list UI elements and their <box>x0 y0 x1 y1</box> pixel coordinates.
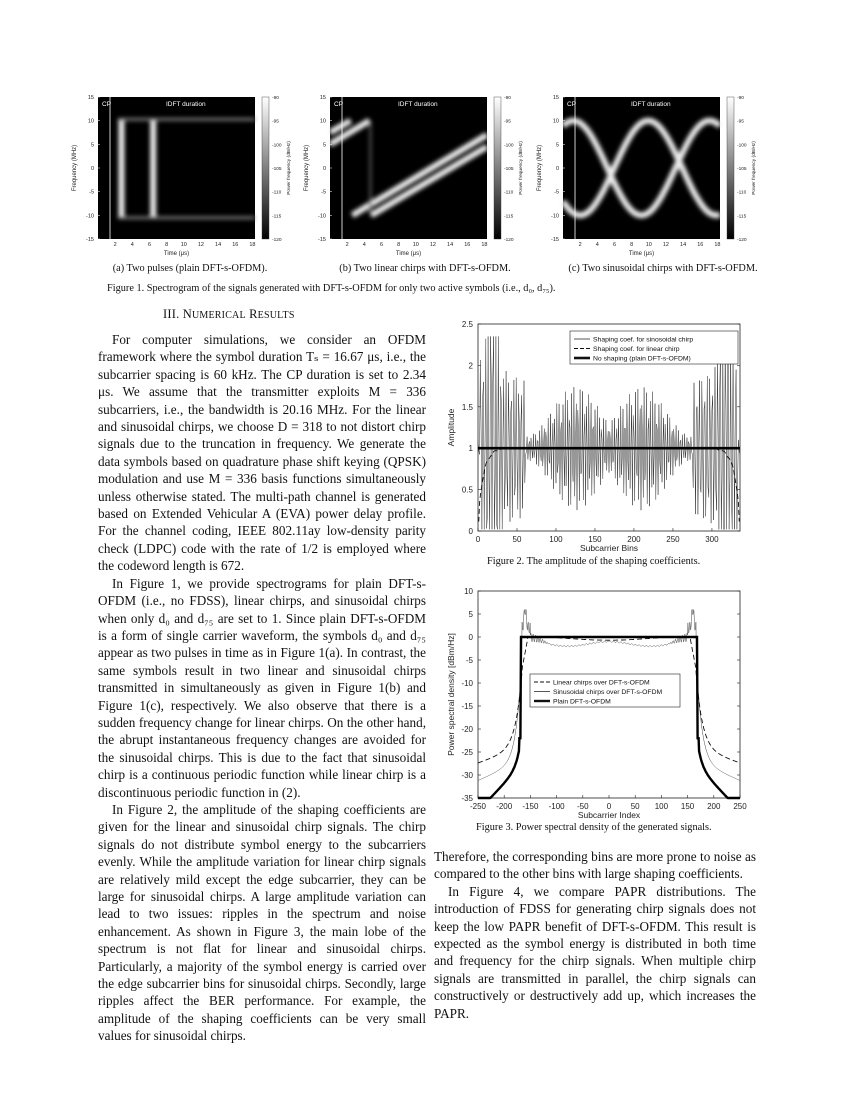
y-tick-label: -25 <box>461 748 473 757</box>
y-tick-label: 1 <box>468 444 473 454</box>
x-tick-label: 8 <box>165 242 169 248</box>
x-axis-label: Time (μs) <box>628 251 655 257</box>
y-tick-label: 10 <box>319 118 326 125</box>
y-tick-label: 5 <box>468 610 473 619</box>
x-tick-label: 10 <box>645 242 652 248</box>
x-tick-label: 6 <box>379 242 384 248</box>
y-tick-label: 0 <box>555 166 559 172</box>
y-axis-label: Frequency (MHz) <box>72 144 78 192</box>
colorbar-tick-label: -95 <box>504 119 511 125</box>
x-tick-label: 14 <box>680 242 687 248</box>
legend-entry: No shaping (plain DFT-s-OFDM) <box>593 355 691 363</box>
y-tick-label: -10 <box>86 213 94 220</box>
spectrogram-background <box>330 97 487 239</box>
colorbar-tick-label: -110 <box>504 190 514 196</box>
y-tick-label: -35 <box>461 794 473 803</box>
x-tick-label: 2 <box>345 242 349 248</box>
x-tick-label: 300 <box>705 535 719 544</box>
colorbar-tick-label: -105 <box>504 167 514 172</box>
spectrogram-panel-c <box>537 95 757 257</box>
subcaption-c: (c) Two sinusoidal chirps with DFT-s-OFDM. <box>568 263 758 274</box>
x-tick-label: 2 <box>113 242 117 248</box>
x-tick-label: 18 <box>249 242 256 248</box>
y-tick-label: 1.5 <box>461 402 473 412</box>
x-tick-label: 14 <box>447 242 454 248</box>
y-axis-label: Amplitude <box>446 408 456 447</box>
colorbar-tick-label: -95 <box>272 119 279 125</box>
right-column <box>434 848 756 1022</box>
x-tick-label: -150 <box>522 802 539 811</box>
figure-1 <box>0 0 850 300</box>
y-tick-label: 2 <box>468 361 473 371</box>
y-tick-label: 5 <box>322 142 326 149</box>
x-tick-label: 0 <box>475 535 481 544</box>
y-tick-label: 10 <box>87 118 94 125</box>
spectrogram-panel-b <box>304 95 524 257</box>
idft-duration-label: IDFT duration <box>398 101 438 108</box>
colorbar-label: Power frequency (dB/Hz) <box>287 141 292 195</box>
x-axis-label: Time (μs) <box>163 251 190 257</box>
x-tick-label: 10 <box>180 242 187 248</box>
y-tick-label: 0 <box>468 527 473 536</box>
x-tick-label: -50 <box>577 802 589 811</box>
cp-label: CP <box>102 101 112 108</box>
legend <box>570 331 738 364</box>
x-tick-label: -200 <box>496 802 513 811</box>
colorbar-tick-label: -120 <box>737 238 747 243</box>
figure-3 <box>440 582 760 837</box>
pulse-d75 <box>150 118 156 217</box>
x-tick-label: 100 <box>654 802 669 811</box>
legend-entry: Sinusoidal chirps over DFT-s-OFDM <box>553 689 663 696</box>
colorbar-tick-label: -90 <box>272 96 279 101</box>
x-tick-label: 4 <box>130 242 134 248</box>
figure-2 <box>440 315 760 570</box>
y-tick-label: 0 <box>468 633 473 642</box>
x-tick-label: 250 <box>733 802 747 811</box>
y-axis-label: Frequency (MHz) <box>537 144 543 192</box>
y-axis-label: Power spectral density [dBm/Hz] <box>446 633 456 756</box>
colorbar <box>494 97 501 239</box>
legend-entry: Shaping coef. for sinosoidal chirp <box>593 336 694 344</box>
y-tick-label: 0 <box>322 166 326 172</box>
y-tick-label: -10 <box>551 213 559 220</box>
x-tick-label: 0 <box>606 802 612 811</box>
colorbar-tick-label: -115 <box>272 214 282 220</box>
y-tick-label: -20 <box>461 725 473 734</box>
y-tick-label: 10 <box>464 587 473 596</box>
y-tick-label: -30 <box>461 771 473 780</box>
figure-2-amplitude-chart <box>440 315 760 560</box>
x-tick-label: 16 <box>697 242 704 248</box>
y-axis-label: Frequency (MHz) <box>304 144 310 192</box>
x-tick-label: 150 <box>680 802 695 811</box>
legend-entry: Shaping coef. for linear chirp <box>593 346 680 353</box>
colorbar-tick-label: -115 <box>737 214 747 220</box>
colorbar-tick-label: -105 <box>737 167 747 172</box>
y-tick-label: 15 <box>87 95 94 101</box>
idft-duration-label: IDFT duration <box>631 101 671 108</box>
figure-2-caption: Figure 2. The amplitude of the shaping coefficients. <box>487 556 701 567</box>
figure-3-caption: Figure 3. Power spectral density of the generated signals. <box>476 822 712 833</box>
colorbar <box>262 97 269 239</box>
colorbar-tick-label: -90 <box>504 96 511 101</box>
y-tick-label: -15 <box>461 702 473 711</box>
cp-label: CP <box>567 101 577 108</box>
y-tick-label: -15 <box>318 237 326 243</box>
x-tick-label: 16 <box>464 242 471 248</box>
x-tick-label: 8 <box>630 242 634 248</box>
figure-1-spectrograms <box>0 0 850 260</box>
figure-1-caption: Figure 1. Spectrogram of the signals generated with DFT-s-OFDM for only two active symbols (i.e., d₀, d₇₅). <box>107 283 556 294</box>
idft-duration-label: IDFT duration <box>166 101 206 108</box>
x-tick-label: 100 <box>549 535 563 544</box>
colorbar-tick-label: -90 <box>737 96 744 101</box>
y-tick-label: 0.5 <box>461 485 473 495</box>
colorbar-tick-label: -105 <box>272 167 282 172</box>
x-tick-label: -100 <box>548 802 565 811</box>
legend <box>530 674 680 707</box>
subcaption-b: (b) Two linear chirps with DFT-s-OFDM. <box>339 263 511 274</box>
x-tick-label: 16 <box>232 242 239 248</box>
paragraph-2: In Figure 1, we provide spectrograms for plain DFT-s-OFDM (i.e., no FDSS), linear chirps, and sinusoidal chirps when only d₀ and d₇₅ are set to 1. Since plain DFT-s-OFDM is a form of single carrier waveform, the symbols d₀ and d₇₅ appear as two pulses in time as in Figure 1(a). In contrast, the same symbols result in two linear and sinusoidal chirps transmitted in simultaneously as given in Figure 1(b) and Figure 1(c), respectively. We also observe that there is a sudden frequency change for linear chirps. On the other hand, the abrupt instantaneous frequency changes are avoided for the sinusoidal chirps. This is due to the fact that sinusoidal chirp is a continuous periodic function while linear chirp is a discontinuous periodic function in (2). <box>98 575 426 800</box>
left-column <box>98 331 426 1045</box>
x-tick-label: 150 <box>588 535 602 544</box>
x-tick-label: 4 <box>362 242 366 248</box>
y-tick-label: 10 <box>552 118 559 125</box>
y-tick-label: -5 <box>89 189 94 196</box>
x-tick-label: 50 <box>512 535 522 544</box>
section-title: III. NUMERICAL RESULTS <box>163 307 295 321</box>
x-axis-label: Subcarrier Index <box>577 810 641 820</box>
subcaption-a: (a) Two pulses (plain DFT-s-OFDM). <box>112 263 268 274</box>
x-tick-label: 250 <box>666 535 680 544</box>
y-tick-label: 2.5 <box>461 320 473 329</box>
x-tick-label: 12 <box>429 242 437 248</box>
y-tick-label: 15 <box>319 95 326 101</box>
x-tick-label: 12 <box>197 242 205 248</box>
colorbar-tick-label: -100 <box>272 143 282 149</box>
colorbar-tick-label: -110 <box>272 190 282 196</box>
x-tick-label: 2 <box>578 242 582 248</box>
x-tick-label: 6 <box>612 242 617 248</box>
colorbar-tick-label: -120 <box>504 238 514 243</box>
y-tick-label: -10 <box>318 213 326 220</box>
legend-entry: Plain DFT-s-OFDM <box>553 698 611 706</box>
colorbar-tick-label: -100 <box>737 143 747 149</box>
colorbar-tick-label: -120 <box>272 238 282 243</box>
y-tick-label: 5 <box>555 142 559 149</box>
y-tick-label: -5 <box>554 189 559 196</box>
colorbar-label: Power frequency (dB/Hz) <box>519 141 524 195</box>
legend-entry: Linear chirps over DFT-s-OFDM <box>553 679 650 687</box>
y-tick-label: -5 <box>465 656 473 665</box>
colorbar <box>727 97 734 239</box>
x-tick-label: 4 <box>595 242 599 248</box>
paragraph-1: For computer simulations, we consider an OFDM framework where the symbol duration Tₛ = 16.67 μs, i.e., the subcarrier spacing is 60 kHz. The CP duration is set to 2.34 μs. We assume that the transmitter exploits M = 336 subcarriers, i.e., the bandwidth is 20.16 MHz. For the linear and sinusoidal chirps, we choose D = 318 to not distort chirp signals due to the truncation in frequency. We generate the data symbols based on quadrature phase shift keying (QPSK) modulation and use M = 336 basis functions simultaneously unless otherwise stated. The multi-path channel is generated based on Extended Vehicular A (EVA) power delay profile. For the channel coding, IEEE 802.11ay low-density parity check (LDPC) code with the rate of 1/2 is employed where the codeword length is 672. <box>98 332 426 574</box>
x-axis-label: Time (μs) <box>395 251 422 257</box>
x-tick-label: 200 <box>627 535 641 544</box>
paragraph-3: In Figure 2, the amplitude of the shaping coefficients are given for the linear and sinusoidal chirp signals. The chirp signals do not distribute symbol energy to the subcarriers evenly. While the amplitude variation for linear chirp signals are relatively mild except the edge subcarrier, they can be large for sinusoidal chirps. A large amplitude variation can lead to two issues: ripples in the spectrum and noise enhancement. As shown in Figure 3, the main lobe of the spectrum is not flat for linear and sinusoidal chirps. Particularly, a majority of the symbol energy is carried over the edge subcarrier bins for sinusoidal chirps. Secondly, large ripples affect the BER performance. For example, the amplitude of the shaping coefficients can be very small values for sinusoidal chirps. <box>98 801 426 1044</box>
colorbar-tick-label: -115 <box>504 214 514 220</box>
paragraph-4: Therefore, the corresponding bins are more prone to noise as compared to the other bins with large shaping coefficients. <box>434 849 756 882</box>
y-tick-label: 5 <box>90 142 94 149</box>
cp-label: CP <box>334 101 344 108</box>
y-tick-label: -10 <box>461 679 473 688</box>
paragraph-5: In Figure 4, we compare PAPR distributions. The introduction of FDSS for generating chirp signals does not keep the low PAPR benefit of DFT-s-OFDM. This result is expected as the symbol energy is distributed in both time and frequency for the chirp signals. When multiple chirp signals are transmitted in parallel, the chirp signals can constructively or destructively add up, which increases the PAPR. <box>434 883 756 1021</box>
x-axis-label: Subcarrier Bins <box>579 543 639 553</box>
x-tick-label: -250 <box>469 802 487 811</box>
y-tick-label: 0 <box>90 166 94 172</box>
y-tick-label: 15 <box>552 95 559 101</box>
x-tick-label: 10 <box>412 242 419 248</box>
colorbar-tick-label: -110 <box>737 190 747 196</box>
colorbar-tick-label: -100 <box>504 143 514 149</box>
colorbar-label: Power frequency (dB/Hz) <box>752 141 757 195</box>
y-tick-label: -15 <box>86 237 94 243</box>
x-tick-label: 8 <box>397 242 401 248</box>
figure-3-psd-chart <box>440 582 760 827</box>
spectrogram-panel-a <box>72 95 292 257</box>
x-tick-label: 18 <box>714 242 721 248</box>
colorbar-tick-label: -95 <box>737 119 744 125</box>
y-tick-label: -5 <box>321 189 326 196</box>
x-tick-label: 18 <box>481 242 488 248</box>
pulse-d0 <box>118 118 124 217</box>
x-tick-label: 200 <box>707 802 721 811</box>
x-tick-label: 12 <box>662 242 670 248</box>
x-tick-label: 14 <box>215 242 222 248</box>
x-tick-label: 50 <box>630 802 640 811</box>
x-tick-label: 6 <box>147 242 152 248</box>
y-tick-label: -15 <box>551 237 559 243</box>
